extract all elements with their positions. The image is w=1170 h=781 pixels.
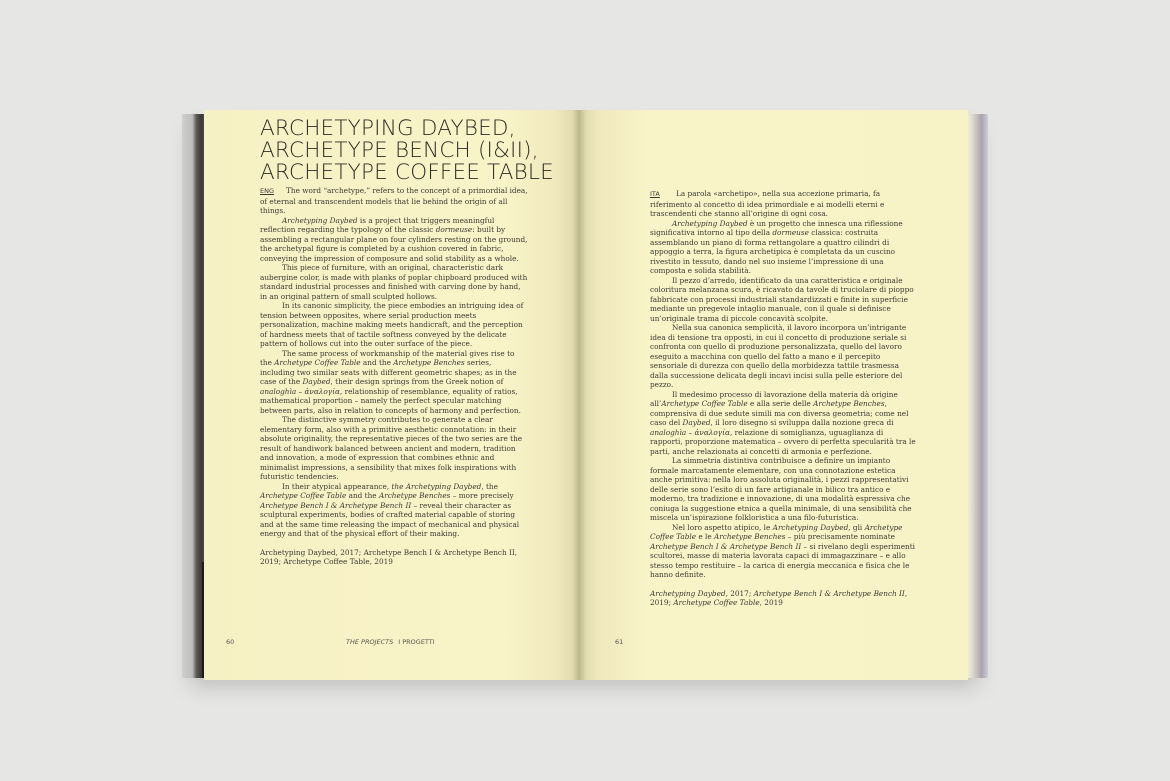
italic-text: the Archetyping Daybed: [391, 481, 482, 491]
paragraph: [260, 482, 528, 539]
paragraph-text: , comprensiva di due sedute simili ma con diversa geometria; come nel caso del: [650, 399, 909, 427]
italic-text: Archetype Benches: [813, 399, 885, 408]
italic-text: Archetype Coffee Table: [673, 598, 760, 607]
right-page: [578, 110, 968, 680]
language-label-eng: ENG: [260, 187, 275, 195]
paragraph: [260, 349, 528, 416]
paragraph-text: and the: [360, 358, 394, 367]
paragraph-text: – more precisely: [450, 491, 514, 500]
paragraph-text: , 2019: [759, 598, 783, 607]
italic-text: Archetype Bench I & Archetype Bench II: [260, 500, 412, 510]
paragraph-text: series, including two similar seats with different geometric shapes; as in the case of the: [260, 358, 517, 386]
italic-text: Archetype Bench I & Archetype Bench II: [650, 541, 802, 551]
paragraph-text: The same process of workmanship of the material gives rise to the: [260, 348, 515, 367]
credits: Archetyping Daybed, 2017; Archetype Bench I & Archetype Bench II, 2019; Archetype Coffee Table, 2019: [260, 547, 518, 566]
paragraph-text: e alla serie delle: [747, 399, 814, 408]
italic-text: Daybed: [682, 418, 711, 427]
paragraph: [650, 523, 918, 580]
title-line-3: ARCHETYPE COFFEE TABLE: [260, 160, 554, 185]
paragraph-text: , relationship of resemblance, equality of ratios, mathematical proportion – namely the perfect specular matching between parts, also in relation to concepts of harmony and perfection.: [260, 386, 521, 415]
paragraph: [260, 186, 528, 216]
paragraph-text: and the: [346, 491, 379, 500]
italic-text: Archetype Benches: [378, 491, 451, 500]
paragraph-text: The word “archetype,” refers to the concept of a primordial idea, of eternal and transcendent models that lie behind the origin of all things.: [260, 186, 528, 215]
italic-text: analoghìa – ἀναλογία: [260, 386, 340, 396]
paragraph-text: classica: costruita assemblando un piano di forma rettangolare a quattro cilindri di appoggio a terra, la figura archetipica è completata da un cuscino rivestito in tessuto, dando nel suo insieme l’impressione di una composta e solida stabilità.: [650, 228, 896, 275]
title-line-2: ARCHETYPE BENCH (I&II),: [260, 138, 539, 163]
paragraph-text: , the: [481, 481, 498, 491]
page-title: [260, 118, 570, 184]
italic-text: Archetyping Daybed: [650, 588, 726, 598]
paragraph-text: , 2017;: [725, 588, 754, 598]
paragraph-text: is a project that triggers meaningful reflection regarding the typology of the classic: [260, 215, 495, 234]
paragraph: This piece of furniture, with an original, characteristic dark aubergine color, is made with planks of poplar chipboard produced with standard industrial processes and finished with carving done by hand, in an original pattern of small sculpted hollows.: [260, 263, 528, 301]
running-footer-it: I PROGETTI: [398, 638, 435, 646]
paragraph-text: , relazione di somiglianza, uguaglianza di rapporti, proporzione matematica – ovvero di perfetta specularità tra le parti, anche relazionata ai concetti di armonia e perfezione.: [650, 427, 916, 456]
paragraph-text: Nel loro aspetto atipico, le: [672, 522, 773, 532]
paragraph-text: e le: [696, 532, 715, 541]
italic-text: dormeuse: [435, 225, 473, 234]
paragraph: In its canonic simplicity, the piece embodies an intriguing idea of tension between opposites, where serial production meets personalization, machine making meets handicraft, and the perception of hardness meets that of tactile softness conveyed by the delicate pattern of hollows cut into the outer surface of the piece.: [260, 301, 524, 348]
language-label-ita: ITA: [650, 190, 660, 198]
paragraph: [650, 219, 918, 276]
paragraph: [650, 189, 918, 219]
paragraph-text: è un progetto che innesca una riflessione significativa intorno al tipo della: [650, 218, 903, 237]
credits: [650, 589, 918, 608]
paragraph-text: – si rivelano degli esperimenti scultorei, masse di materia lavorata capaci di immagazzinare – e allo stesso tempo restituire – la carica di energia meccanica e fisica che le hanno definite.: [650, 541, 915, 579]
italian-body-text: [650, 189, 918, 608]
paragraph: Nella sua canonica semplicità, il lavoro incorpora un’intrigante idea di tensione tra opposti, in cui il concetto di produzione seriale si confronta con quello di produzione personalizzata, quello del lavoro eseguito a macchina con quello del fatto a mano e il percepito sensoriale di durezza con quello della morbidezza tattile trasmessa dalla successione delicata degli incavi incisi sulla pelle esteriore del pezzo.: [650, 323, 907, 389]
italic-text: Archetyping Daybed: [772, 522, 849, 532]
paragraph: La simmetria distintiva contribuisce a definire un impianto formale marcatamente elementare, con una connotazione estetica anche primitiva: nella loro assoluta originalità, i pezzi rappresentativi delle serie sono l’esito di un fare artigianale in bilico tra antico e moderno, tra tradizione e innovazione, di una modalità espressiva che coniuga la suggestione etnica a quella minimale, di una sensibilità che miscela un’ispirazione folkloristica a una filo-futuristica.: [650, 456, 912, 522]
italic-text: Archetype Coffee Table: [274, 358, 361, 367]
paragraph-text: – reveal their character as sculptural experiments, bodies of crafted material capable of storing and at the same time releasing the impact of mechanical and physical energy and that of the physical effort of their making.: [260, 500, 520, 538]
paragraph-text: : built by assembling a rectangular plane on four cylinders resting on the ground, the archetypal figure is completed by a cushion covered in fabric, conveying the impression of composure and solid stability as a whole.: [260, 225, 528, 263]
italic-text: Archetype Benches: [393, 358, 465, 367]
paragraph: [650, 390, 918, 457]
italic-text: Archetype Coffee Table: [661, 399, 748, 408]
italic-text: Archetyping Daybed: [282, 215, 358, 225]
paragraph: Il pezzo d’arredo, identificato da una caratteristica e originale coloritura melanzana scura, è ricavato da tavole di truciolare di pioppo fabbricate con processi industriali standardizzati e finite in superficie mediante un pregevole intaglio manuale, con il quale si definisce un’originale trama di piccole concavità scolpite.: [650, 275, 914, 323]
paragraph-text: , il loro disegno si sviluppa dalla nozione greca di: [710, 418, 894, 427]
paragraph-text: , 2019;: [650, 588, 908, 607]
italic-text: Archetyping Daybed: [672, 218, 748, 228]
title-line-1: ARCHETYPING DAYBED,: [260, 116, 516, 141]
running-footer-en: THE PROJECTS: [346, 638, 394, 646]
paragraph-text: La parola «archetipo», nella sua accezione primaria, fa riferimento al concetto di idea primordiale e ai modelli eterni e trascendenti che stanno all’origine di ogni cosa.: [650, 189, 885, 218]
italic-text: Archetype Bench I & Archetype Bench II: [753, 588, 905, 598]
italic-text: Daybed: [302, 377, 331, 386]
paragraph-text: , gli: [848, 522, 865, 532]
paragraph-text: Il medesimo processo di lavorazione della materia dà origine all’: [650, 389, 898, 408]
page-number-left: 60: [226, 638, 235, 646]
italic-text: Archetype Coffee Table: [650, 522, 903, 541]
paragraph: [260, 216, 528, 264]
english-body-text: [260, 186, 528, 567]
book-gutter: [572, 110, 586, 680]
paragraph-text: In their atypical appearance,: [282, 481, 392, 491]
paragraph-text: – più precisamente nominate: [785, 532, 895, 541]
running-footer: [346, 638, 435, 646]
left-page: [204, 110, 578, 680]
paragraph: The distinctive symmetry contributes to generate a clear elementary form, also with a primitive aesthetic connotation: in their absolute originality, the representative pieces of the two series are the result of handiwork balanced between ancient and modern, tradition and innovation, a mode of expression that combines ethnic and minimalist impressions, a sensibility that mixes folk inspirations with futuristic tendencies.: [260, 415, 523, 481]
italic-text: Archetype Benches: [714, 532, 786, 541]
italic-text: dormeuse: [772, 228, 809, 237]
page-number-right: 61: [615, 638, 624, 646]
italic-text: analoghìa – ἀναλογία: [650, 427, 730, 437]
italic-text: Archetype Coffee Table: [260, 491, 347, 500]
paragraph-text: , their design springs from the Greek notion of: [330, 377, 504, 386]
